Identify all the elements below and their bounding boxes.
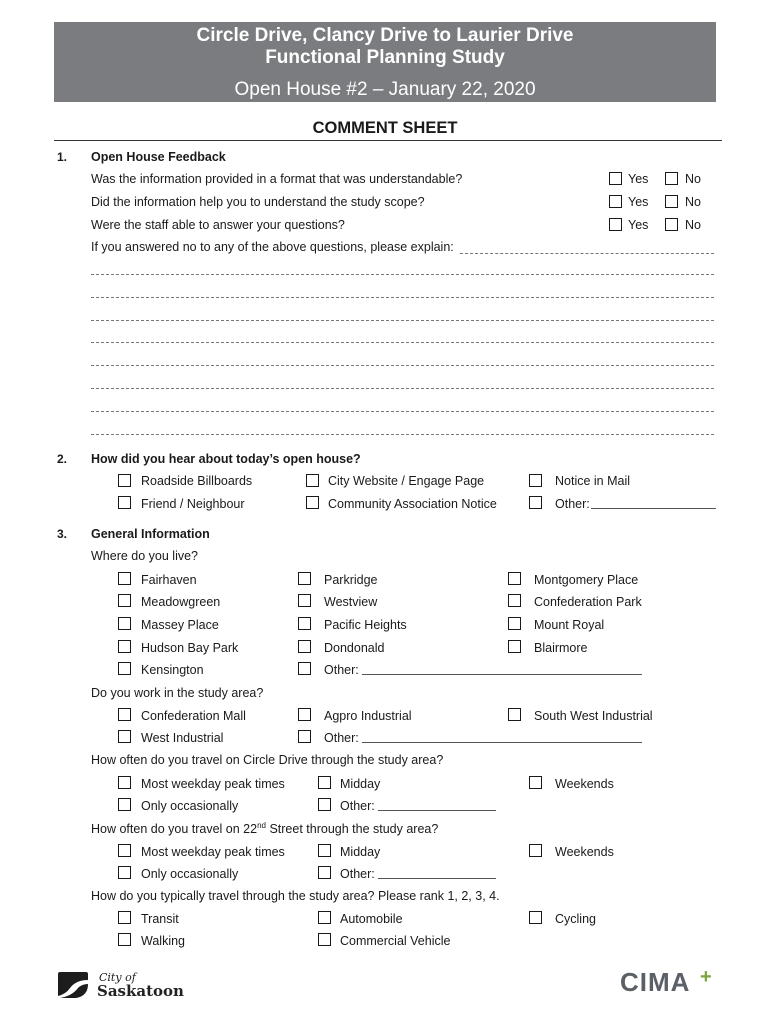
confederation-mall-checkbox[interactable] [118,708,131,721]
option-label: Midday [340,845,381,859]
notice-in-mail-checkbox[interactable] [529,474,542,487]
question-22nd-street-frequency: How often do you travel on 22nd Street through the study area? [91,821,439,837]
massey-place-checkbox[interactable] [118,617,131,630]
fairhaven-checkbox[interactable] [118,572,131,585]
explain-answer-line[interactable] [91,297,714,298]
explain-answer-line[interactable] [91,342,714,343]
option-label: Only occasionally [141,799,239,813]
question-travel-mode-rank: How do you typically travel through the study area? Please rank 1, 2, 3, 4. [91,889,500,903]
option-label: Weekends [555,777,614,791]
document-title-line-2: Functional Planning Study [265,47,505,68]
q3-yes-checkbox[interactable] [609,218,622,231]
explain-answer-line[interactable] [91,388,714,389]
option-label: Dondonald [324,641,385,655]
option-label: Other: [324,731,359,745]
option-label: Agpro Industrial [324,709,412,723]
walking-checkbox[interactable] [118,933,131,946]
option-label: Confederation Park [534,595,642,609]
parkridge-checkbox[interactable] [298,572,311,585]
other-work-field[interactable] [362,732,642,743]
option-label: Other: [324,663,359,677]
confederation-park-checkbox[interactable] [508,594,521,607]
title-rule [54,140,722,141]
roadside-billboards-checkbox[interactable] [118,474,131,487]
st22-weekends-checkbox[interactable] [529,844,542,857]
option-label: Commercial Vehicle [340,934,451,948]
section-1-number: 1. [57,150,68,164]
option-label: Montgomery Place [534,573,639,587]
st22-other-checkbox[interactable] [318,866,331,879]
q1-yes-label: Yes [628,172,649,186]
q3-yes-label: Yes [628,218,649,232]
q2-yes-checkbox[interactable] [609,195,622,208]
option-label: Friend / Neighbour [141,497,245,511]
pacific-heights-checkbox[interactable] [298,617,311,630]
option-label: Cycling [555,912,596,926]
q1-yes-checkbox[interactable] [609,172,622,185]
explain-answer-line[interactable] [91,434,714,435]
montgomery-place-checkbox[interactable] [508,572,521,585]
logo-saskatoon: Saskatoon [97,982,184,1000]
option-label: Community Association Notice [328,497,497,511]
option-label: Meadowgreen [141,595,221,609]
section-1-heading: Open House Feedback [91,150,226,164]
other-source-checkbox[interactable] [529,496,542,509]
meadowgreen-checkbox[interactable] [118,594,131,607]
option-label: Other: [340,799,375,813]
other-neighbourhood-checkbox[interactable] [298,662,311,675]
option-label: Westview [324,595,378,609]
other-work-checkbox[interactable] [298,730,311,743]
explain-answer-line[interactable] [91,320,714,321]
option-label: Fairhaven [141,573,197,587]
option-label: Mount Royal [534,618,605,632]
option-label: Weekends [555,845,614,859]
friend-neighbour-checkbox[interactable] [118,496,131,509]
option-label: Roadside Billboards [141,474,253,488]
option-label: Most weekday peak times [141,777,285,791]
logo-cima-wordmark: CIMA [620,967,691,997]
circle-other-checkbox[interactable] [318,798,331,811]
community-association-checkbox[interactable] [306,496,319,509]
mount-royal-checkbox[interactable] [508,617,521,630]
option-label: Kensington [141,663,204,677]
explain-answer-line[interactable] [91,274,714,275]
city-website-checkbox[interactable] [306,474,319,487]
explain-answer-line[interactable] [91,365,714,366]
option-label: Confederation Mall [141,709,246,723]
option-label: City Website / Engage Page [328,474,485,488]
st22-midday-checkbox[interactable] [318,844,331,857]
sheet-title: COMMENT SHEET [312,119,458,137]
transit-checkbox[interactable] [118,911,131,924]
st22-occasionally-checkbox[interactable] [118,866,131,879]
option-label: Automobile [340,912,403,926]
logo-cima-plus: + [700,966,712,988]
question-where-live: Where do you live? [91,549,199,563]
option-label: Massey Place [141,618,219,632]
westview-checkbox[interactable] [298,594,311,607]
logo-city-of: City of [99,971,136,984]
q3-no-checkbox[interactable] [665,218,678,231]
other-source-field[interactable] [591,498,716,509]
city-of-saskatoon-logo [56,968,186,1002]
circle-occasionally-checkbox[interactable] [118,798,131,811]
q2-no-checkbox[interactable] [665,195,678,208]
automobile-checkbox[interactable] [318,911,331,924]
st22-other-field[interactable] [378,868,496,879]
question-study-scope: Did the information help you to understand the study scope? [91,195,425,209]
cima-logo [620,966,716,1000]
document-title-line-1: Circle Drive, Clancy Drive to Laurier Drive [196,25,574,46]
question-circle-drive-frequency: How often do you travel on Circle Drive through the study area? [91,753,444,767]
circle-midday-checkbox[interactable] [318,776,331,789]
q1-no-label: No [685,172,701,186]
section-2-heading: How did you hear about today’s open house? [91,452,361,466]
option-label: Notice in Mail [555,474,631,488]
option-label: Midday [340,777,381,791]
question-understandable: Was the information provided in a format that was understandable? [91,172,463,186]
blairmore-checkbox[interactable] [508,640,521,653]
saskatoon-mark-icon [56,970,90,1000]
question-work-in-area: Do you work in the study area? [91,686,264,700]
option-label: Hudson Bay Park [141,641,239,655]
q2-no-label: No [685,195,701,209]
option-label: South West Industrial [534,709,653,723]
q2-yes-label: Yes [628,195,649,209]
circle-weekends-checkbox[interactable] [529,776,542,789]
document-subtitle: Open House #2 – January 22, 2020 [234,79,536,100]
st22-peak-checkbox[interactable] [118,844,131,857]
option-label: Pacific Heights [324,618,407,632]
option-label: Other: [340,867,375,881]
south-west-industrial-checkbox[interactable] [508,708,521,721]
header-banner [54,22,716,102]
option-label: Other: [555,497,590,511]
circle-other-field[interactable] [378,800,496,811]
explain-prompt: If you answered no to any of the above questions, please explain: [91,240,454,254]
section-3-heading: General Information [91,527,210,541]
option-label: Parkridge [324,573,378,587]
q3-no-label: No [685,218,701,232]
option-label: Transit [141,912,179,926]
q1-no-checkbox[interactable] [665,172,678,185]
circle-peak-checkbox[interactable] [118,776,131,789]
option-label: Most weekday peak times [141,845,285,859]
explain-answer-line[interactable] [91,411,714,412]
option-label: Only occasionally [141,867,239,881]
commercial-vehicle-checkbox[interactable] [318,933,331,946]
option-label: West Industrial [141,731,224,745]
option-label: Walking [141,934,185,948]
option-label: Blairmore [534,641,588,655]
west-industrial-checkbox[interactable] [118,730,131,743]
other-neighbourhood-field[interactable] [362,664,642,675]
kensington-checkbox[interactable] [118,662,131,675]
explain-answer-line[interactable] [460,253,714,254]
hudson-bay-park-checkbox[interactable] [118,640,131,653]
dondonald-checkbox[interactable] [298,640,311,653]
question-staff-answers: Were the staff able to answer your questions? [91,218,345,232]
section-2-number: 2. [57,452,68,466]
section-3-number: 3. [57,527,68,541]
agpro-industrial-checkbox[interactable] [298,708,311,721]
cycling-checkbox[interactable] [529,911,542,924]
